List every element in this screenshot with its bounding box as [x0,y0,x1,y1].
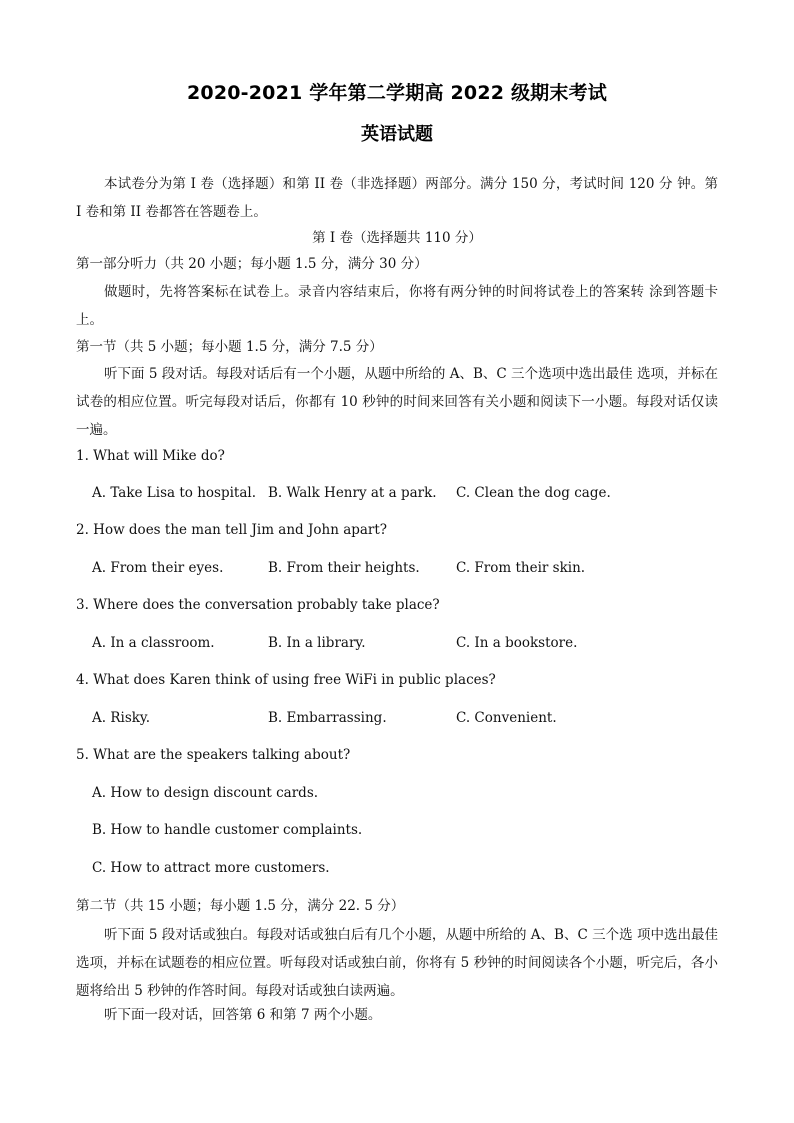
question-3-option-a: A. In a classroom. [92,635,215,651]
question-2-option-b: B. From their heights. [268,560,420,576]
question-4-option-c: C. Convenient. [456,710,557,726]
exam-title: 2020-2021 学年第二学期高 2022 级期末考试 [187,82,607,104]
question-4-stem: 4. What does Karen think of using free WiFi in public places? [76,672,496,688]
question-4-option-a: A. Risky. [92,710,151,726]
intro-paragraph: 本试卷分为第 I 卷（选择题）和第 II 卷（非选择题）两部分。满分 150 分，考试时间 120 分 钟。第 I 卷和第 II 卷都答在答题卷上。 [76,176,718,220]
question-5-option-c: C. How to attract more customers. [92,860,330,876]
part1-title: 第一部分听力（共 20 小题；每小题 1.5 分，满分 30 分） [76,256,428,272]
question-1-option-b: B. Walk Henry at a park. [268,485,437,501]
question-3-option-b: B. In a library. [268,635,366,651]
section1-title: 第一节（共 5 小题；每小题 1.5 分，满分 7.5 分） [76,339,383,355]
question-1-option-a: A. Take Lisa to hospital. [92,485,256,501]
question-2-option-a: A. From their eyes. [92,560,224,576]
question-3-stem: 3. Where does the conversation probably take place? [76,597,440,613]
question-5-stem: 5. What are the speakers talking about? [76,747,351,763]
question-1-stem: 1. What will Mike do? [76,448,225,464]
question-4-option-b: B. Embarrassing. [268,710,387,726]
question-3-option-c: C. In a bookstore. [456,635,578,651]
volume1-title: 第 I 卷（选择题共 110 分） [312,230,482,246]
section2-instruction: 听下面 5 段对话或独白。每段对话或独白后有几个小题，从题中所给的 A、B、C 三个选 项中选出最佳选项，并标在试题卷的相应位置。听每段对话或独白前，你将有 5 秒钟的时间阅读各个小题，听完后，各小题将给出 5 秒钟的作答时间。每段对话或独白读两遍。 [76,927,718,999]
section2-note: 听下面一段对话，回答第 6 和第 7 两个小题。 [104,1007,382,1023]
exam-subtitle: 英语试题 [361,124,433,145]
section1-instruction: 听下面 5 段对话。每段对话后有一个小题，从题中所给的 A、B、C 三个选项中选出最佳 选项，并标在试卷的相应位置。听完每段对话后，你都有 10 秒钟的时间来回答有关小题和阅读下一小题。每段对话仅读一遍。 [76,366,718,438]
section2-title: 第二节（共 15 小题；每小题 1.5 分，满分 22. 5 分） [76,898,405,914]
question-2-stem: 2. How does the man tell Jim and John apart? [76,522,388,538]
question-5-option-a: A. How to design discount cards. [92,785,319,801]
question-1-option-c: C. Clean the dog cage. [456,485,611,501]
question-2-option-c: C. From their skin. [456,560,586,576]
part1-instruction: 做题时，先将答案标在试卷上。录音内容结束后，你将有两分钟的时间将试卷上的答案转 涂到答题卡上。 [76,284,718,328]
question-5-option-b: B. How to handle customer complaints. [92,822,363,838]
